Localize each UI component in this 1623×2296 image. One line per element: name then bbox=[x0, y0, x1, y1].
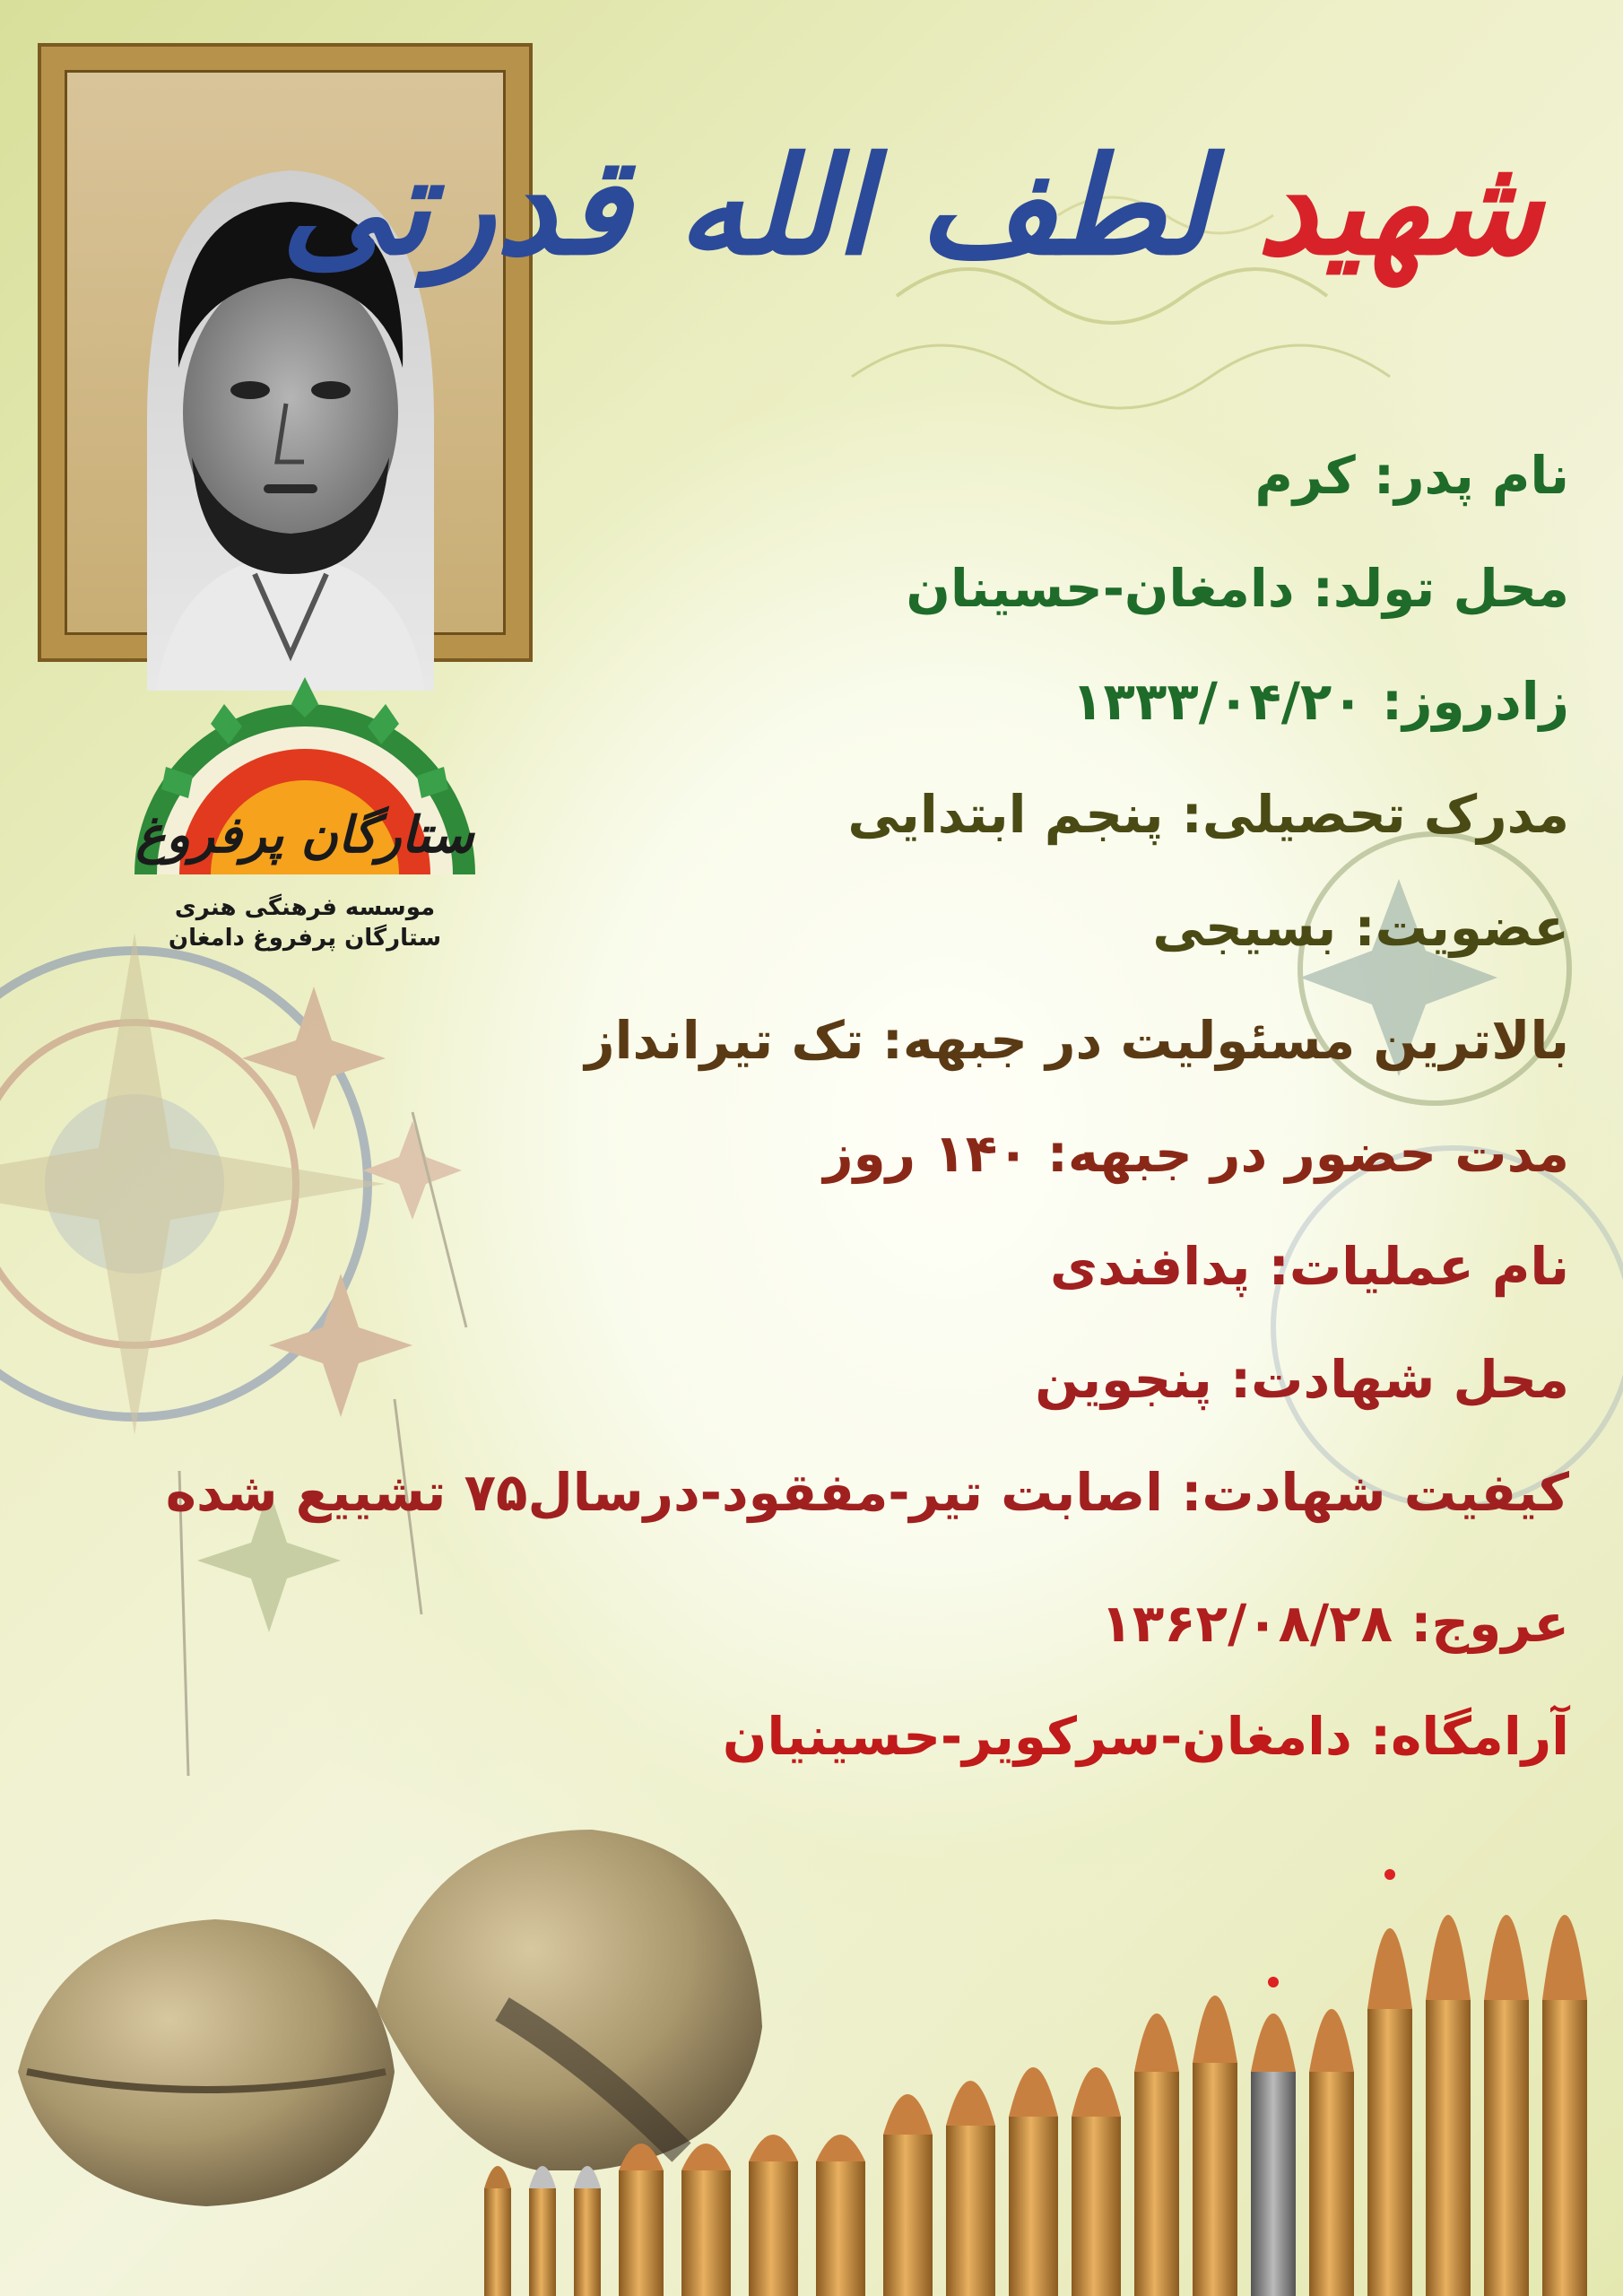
bottom-illustration bbox=[0, 1776, 1623, 2296]
field-responsibility: بالاترین مسئولیت در جبهه: تک تیرانداز bbox=[585, 1010, 1569, 1071]
logo-emblem-text: ستارگان پرفروغ bbox=[135, 805, 474, 865]
field-front-duration: مدت حضور در جبهه: ۱۴۰ روز bbox=[823, 1123, 1569, 1184]
logo-caption-line2: ستارگان پرفروغ دامغان bbox=[168, 925, 442, 952]
title-block bbox=[281, 99, 1578, 368]
field-membership: عضویت: بسیجی bbox=[1152, 897, 1569, 958]
field-father-name: نام پدر: کرم bbox=[1254, 445, 1569, 506]
logo-caption-line1: موسسه فرهنگی هنری bbox=[174, 894, 436, 921]
page-title bbox=[281, 99, 1542, 314]
field-burial-place: آرامگاه: دامغان-سرکویر-حسینیان bbox=[722, 1706, 1569, 1767]
field-operation: نام عملیات: پدافندی bbox=[1049, 1236, 1569, 1297]
field-birthplace: محل تولد: دامغان-حسینان bbox=[906, 558, 1569, 619]
field-birthdate: زادروز: ۱۳۳۳/۰۴/۲۰ bbox=[1072, 671, 1569, 732]
title-prefix: شهید bbox=[1256, 127, 1542, 285]
title-name: لطف الله قدرتی bbox=[281, 127, 1210, 285]
logo-caption bbox=[126, 892, 484, 953]
field-education: مدرک تحصیلی: پنجم ابتدایی bbox=[847, 784, 1569, 845]
field-martyrdom-place: محل شهادت: پنجوین bbox=[1035, 1349, 1569, 1410]
field-martyrdom-manner: کیفیت شهادت: اصابت تیر-مفقود-درسال۷۵ تشییع شده bbox=[165, 1462, 1569, 1523]
field-death-date: عروج: ۱۳۶۲/۰۸/۲۸ bbox=[1100, 1593, 1569, 1654]
